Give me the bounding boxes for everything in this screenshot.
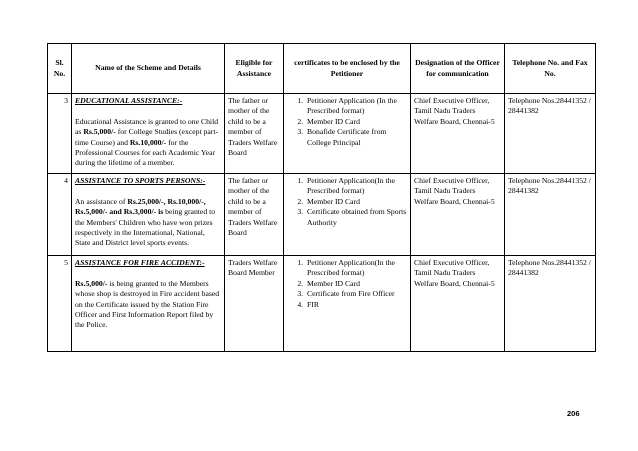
- eligible-cell: The father or mother of the child to be a member of Traders Welfare Board: [225, 174, 284, 256]
- certificate-item: 1. Petitioner Application (In the Prescribed format): [305, 96, 407, 117]
- scheme-details-cell: [72, 174, 225, 256]
- page-number: 206: [567, 409, 580, 418]
- description-text: is being granted to the Members whose shop is destroyed in Fire accident based on the Certificate issued by the Station Fire Officer and First Information Report filed by the Police.: [75, 278, 220, 330]
- certificate-item: 3. Certificate obtained from Sports Authority: [305, 207, 407, 228]
- scheme-details-cell: [72, 94, 225, 174]
- certificate-item: 2. Member ID Card: [305, 279, 407, 289]
- certificate-item: 1. Petitioner Application(In the Prescribed format): [305, 258, 407, 279]
- scheme-details-cell: [72, 256, 225, 352]
- designation-cell: Chief Executive Officer, Tamil Nadu Traders Welfare Board, Chennai-5: [411, 94, 505, 174]
- description-text: Educational Assistance is granted to one Child as: [75, 116, 219, 137]
- table-header-row: [48, 44, 596, 94]
- telephone-cell: Telephone Nos.28441352 / 28441382: [505, 94, 596, 174]
- scheme-description: [75, 279, 221, 331]
- scheme-description: [75, 117, 221, 169]
- certificates-cell: [284, 256, 411, 352]
- table-row: [48, 256, 596, 352]
- eligible-cell: The father or mother of the child to be a member of Traders Welfare Board: [225, 94, 284, 174]
- header-scheme-name: Name of the Scheme and Details: [72, 44, 225, 94]
- scheme-title: ASSISTANCE TO SPORTS PERSONS:-: [75, 176, 206, 185]
- description-text: for the Professional Courses for each Academic Year during the lifetime of a member.: [75, 137, 216, 168]
- scheme-description: [75, 197, 221, 249]
- amount-text: Rs.10,000/-: [129, 137, 167, 147]
- eligible-cell: Traders Welfare Board Member: [225, 256, 284, 352]
- certificate-item: 2. Member ID Card: [305, 117, 407, 127]
- certificate-item: 1. Petitioner Application(In the Prescribed format): [305, 176, 407, 197]
- certificates-list: [287, 258, 407, 310]
- header-eligible: Eligible for Assistance: [225, 44, 284, 94]
- designation-cell: Chief Executive Officer, Tamil Nadu Traders Welfare Board, Chennai-5: [411, 174, 505, 256]
- certificates-list: [287, 96, 407, 148]
- scheme-title: ASSISTANCE FOR FIRE ACCIDENT:-: [75, 258, 205, 267]
- table-row: [48, 174, 596, 256]
- certificate-item: 3. Bonafide Certificate from College Principal: [305, 127, 407, 148]
- scheme-title: EDUCATIONAL ASSISTANCE:-: [75, 96, 183, 105]
- row-sl-no: 3: [48, 94, 72, 174]
- row-sl-no: 5: [48, 256, 72, 352]
- telephone-cell: Telephone Nos.28441352 / 28441382: [505, 256, 596, 352]
- table-body: [48, 94, 596, 352]
- header-telephone: Telephone No. and Fax No.: [505, 44, 596, 94]
- table-row: [48, 94, 596, 174]
- description-text: An assistance of: [75, 196, 128, 206]
- telephone-cell: Telephone Nos.28441352 / 28441382: [505, 174, 596, 256]
- designation-cell: Chief Executive Officer, Tamil Nadu Traders Welfare Board, Chennai-5: [411, 256, 505, 352]
- certificates-cell: [284, 94, 411, 174]
- header-sl-no: Sl. No.: [48, 44, 72, 94]
- certificates-cell: [284, 174, 411, 256]
- header-designation: Designation of the Officer for communication: [411, 44, 505, 94]
- description-text: for College Studies (except part-time Course) and: [75, 127, 219, 147]
- certificates-list: [287, 176, 407, 228]
- scheme-table: [47, 43, 596, 352]
- header-certificates: certificates to be enclosed by the Petitioner: [284, 44, 411, 94]
- description-text: being granted to the Members' Children who have won prizes respectively in the International, National, State and District level sports events.: [75, 207, 216, 248]
- row-sl-no: 4: [48, 174, 72, 256]
- certificate-item: 3. Certificate from Fire Officer: [305, 289, 407, 299]
- certificate-item: 4. FIR: [305, 300, 407, 310]
- amount-text: Rs.25,000/-, Rs.10,000/-, Rs.5,000/- and Rs.3,000/- is: [75, 196, 206, 217]
- amount-text: Rs.5,000/-: [75, 278, 108, 288]
- certificate-item: 2. Member ID Card: [305, 197, 407, 207]
- amount-text: Rs.5,000/-: [83, 127, 116, 137]
